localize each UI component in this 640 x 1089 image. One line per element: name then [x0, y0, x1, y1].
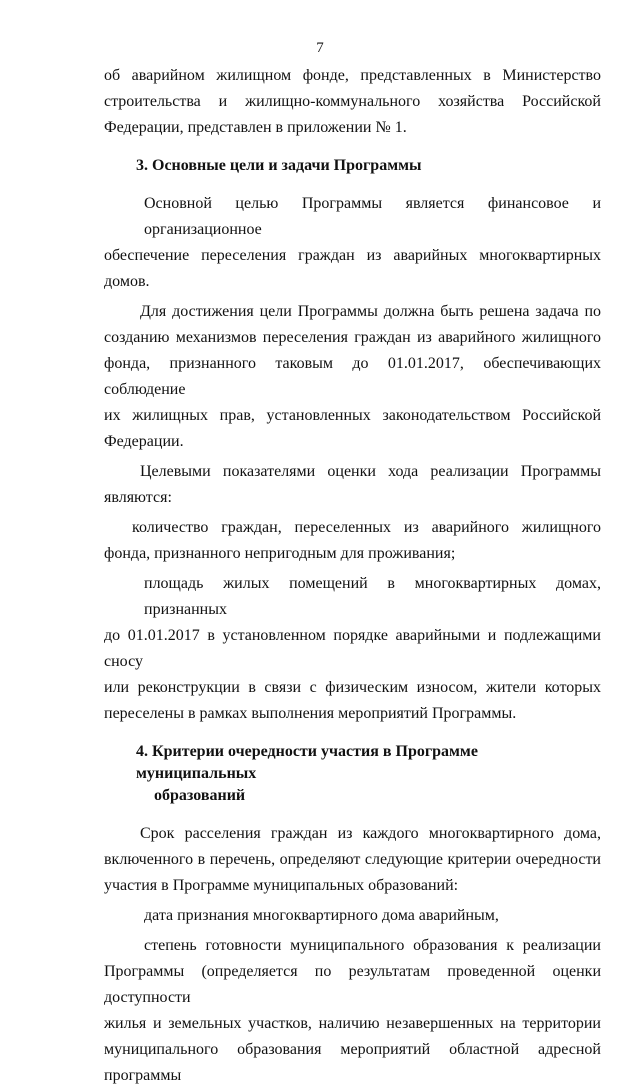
section-3-heading: 3. Основные цели и задачи Программы [136, 157, 422, 174]
text-line: их жилищных прав, установленных законодательством Российской [104, 407, 601, 424]
text-line: Для достижения цели Программы должна быть решена задача по [140, 303, 601, 320]
text-line: Основной целью Программы является финансовое и организационное [144, 195, 601, 238]
section-3-paragraph-task [104, 299, 601, 455]
section-3-indicator-1 [104, 515, 601, 567]
page-content [104, 63, 601, 1089]
section-4-paragraph-intro [104, 821, 601, 899]
intro-paragraph [104, 63, 601, 141]
text-line: или реконструкции в связи с физическим износом, жители которых [104, 679, 601, 696]
heading-line: образований [154, 787, 246, 804]
text-line: дата признания многоквартирного дома аварийным, [144, 907, 499, 924]
text-line: созданию механизмов переселения граждан из аварийного жилищного [104, 329, 601, 346]
text-line: включенного в перечень, определяют следующие критерии очередности [104, 851, 601, 868]
section-3-indicator-2 [104, 571, 601, 727]
text-line: до 01.01.2017 в установленном порядке аварийными и подлежащими сносу [104, 627, 601, 670]
text-line: фонда, признанного непригодным для проживания; [104, 545, 456, 562]
text-line: муниципального образования мероприятий областной адресной программы [104, 1041, 601, 1084]
text-line: строительства и жилищно-коммунального хозяйства Российской [104, 93, 601, 110]
text-line: Федерации, представлен в приложении № 1. [104, 119, 407, 136]
section-3-paragraph-goal [104, 191, 601, 295]
section-4-criterion-2 [104, 933, 601, 1089]
text-line: степень готовности муниципального образования к реализации [144, 937, 601, 954]
text-line: Срок расселения граждан из каждого многоквартирного дома, [140, 825, 601, 842]
text-line: Федерации. [104, 433, 184, 450]
page-number: 7 [316, 40, 324, 56]
section-3-paragraph-indicators [104, 459, 601, 511]
heading-line: 4. Критерии очередности участия в Программе муниципальных [136, 743, 478, 782]
section-4-criterion-1 [104, 903, 601, 929]
text-line: обеспечение переселения граждан из аварийных многоквартирных домов. [104, 247, 601, 290]
text-line: об аварийном жилищном фонде, представленных в Министерство [104, 67, 601, 84]
text-line: фонда, признанного таковым до 01.01.2017, обеспечивающих соблюдение [104, 355, 601, 398]
text-line: участия в Программе муниципальных образований: [104, 877, 459, 894]
text-line: Программы (определяется по результатам проведенной оценки доступности [104, 963, 601, 1006]
text-line: площадь жилых помещений в многоквартирных домах, признанных [144, 575, 601, 618]
text-line: количество граждан, переселенных из аварийного жилищного [132, 519, 601, 536]
text-line: переселены в рамках выполнения мероприятий Программы. [104, 705, 517, 722]
text-line: жилья и земельных участков, наличию незавершенных на территории [104, 1015, 601, 1032]
section-4-heading [104, 741, 601, 807]
text-line: являются: [104, 489, 172, 506]
text-line: Целевыми показателями оценки хода реализации Программы [140, 463, 601, 480]
